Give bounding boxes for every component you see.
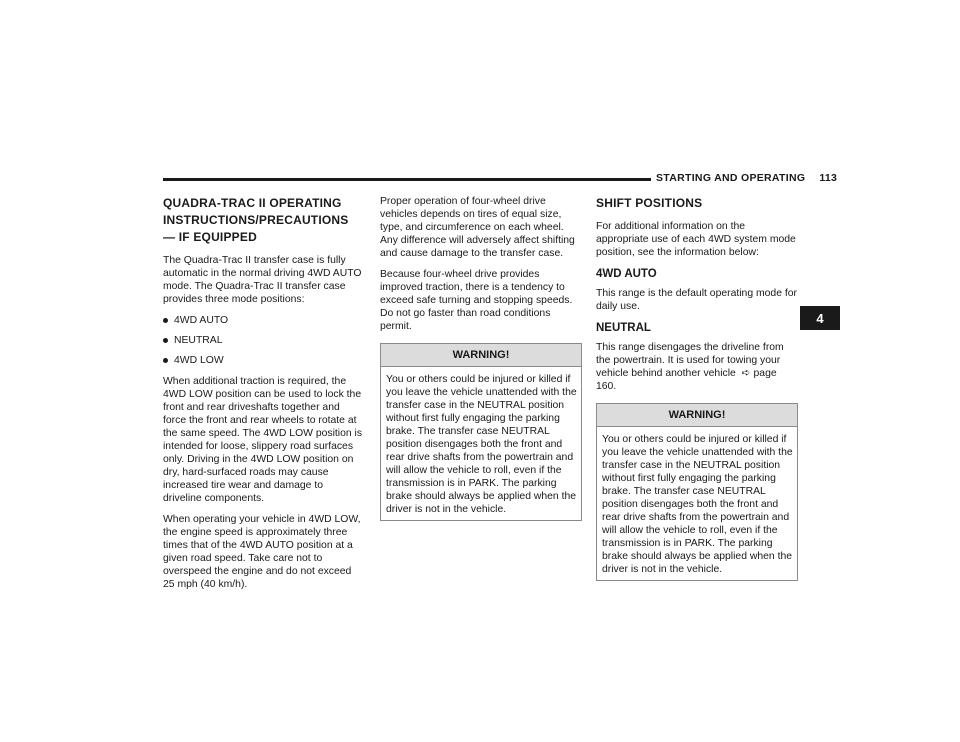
column-3 — [596, 195, 798, 581]
bullet-icon — [163, 318, 168, 323]
subsection-title-4wd-auto: 4WD AUTO — [596, 268, 657, 280]
warning-text: You or others could be injured or killed if you leave the vehicle unattended with the transfer case in the NEUTRAL position without first fully engaging the parking brake. The transfer case NEUTRAL position disengages both the front and rear drive shafts from the powertrain and will allow the vehicle to roll, even if the transmission is in PARK. The parking brake should always be applied when the driver is not in the vehicle. — [602, 434, 793, 575]
paragraph: When additional traction is required, the 4WD LOW position can be used to lock the front and rear driveshafts together and force the front and rear wheels to rotate at the same speed. The 4WD LOW position is intended for loose, slippery road surfaces only. Driving in the 4WD LOW position on dry, hard-surfaced roads may cause increased tire wear and damage to driveline components. — [163, 376, 363, 504]
header-rule — [163, 178, 651, 181]
page-reference-link[interactable]: page 160. — [596, 368, 777, 392]
intro-paragraph: For additional information on the appropriate use of each 4WD system mode position, see the information below: — [596, 221, 796, 258]
warning-title: WARNING! — [597, 404, 797, 427]
running-head-section: STARTING AND OPERATING — [656, 172, 806, 184]
bullet-icon — [163, 358, 168, 363]
paragraph: Proper operation of four-wheel drive vehicles depends on tires of equal size, type, and circumference on each wheel. Any difference will adversely affect shifting and cause damage to the transfer case. — [380, 196, 575, 259]
list-item: 4WD AUTO — [163, 314, 363, 327]
section-title: SHIFT POSITIONS — [596, 196, 703, 210]
mode-list — [163, 314, 363, 367]
paragraph: This range disengages the driveline from the powertrain. It is used for towing your vehicle behind another vehicle ➪ page 160. — [596, 342, 784, 392]
page-number: 113 — [819, 172, 838, 184]
warning-box — [596, 403, 798, 581]
paragraph: When operating your vehicle in 4WD LOW, the engine speed is approximately three times that of the 4WD AUTO position at a given road speed. Take care not to overspeed the engine and do not exceed 25 mph (40 km/h). — [163, 514, 361, 590]
column-1 — [163, 195, 363, 599]
bullet-icon — [163, 338, 168, 343]
subsection-title-neutral: NEUTRAL — [596, 322, 651, 334]
list-item: 4WD LOW — [163, 354, 363, 367]
intro-paragraph: The Quadra-Trac II transfer case is fully automatic in the normal driving 4WD AUTO mode. The Quadra-Trac II transfer case provides three mode positions: — [163, 255, 362, 305]
page-reference-icon: ➪ — [741, 368, 751, 379]
list-item: NEUTRAL — [163, 334, 363, 347]
section-title: QUADRA-TRAC II OPERATING INSTRUCTIONS/PRECAUTIONS — IF EQUIPPED — [163, 196, 349, 244]
warning-box — [380, 343, 582, 521]
paragraph: This range is the default operating mode for daily use. — [596, 288, 798, 312]
running-head — [656, 172, 837, 184]
warning-text: You or others could be injured or killed if you leave the vehicle unattended with the transfer case in the NEUTRAL position without first fully engaging the parking brake. The transfer case NEUTRAL position disengages both the front and rear drive shafts from the powertrain and will allow the vehicle to roll, even if the transmission is in PARK. The parking brake should always be applied when the driver is not in the vehicle. — [386, 374, 577, 515]
paragraph: Because four-wheel drive provides improved traction, there is a tendency to exceed safe turning and stopping speeds. Do not go faster than road conditions permit. — [380, 269, 573, 332]
column-2 — [380, 195, 582, 521]
warning-title: WARNING! — [381, 344, 581, 367]
chapter-tab: 4 — [800, 306, 840, 330]
